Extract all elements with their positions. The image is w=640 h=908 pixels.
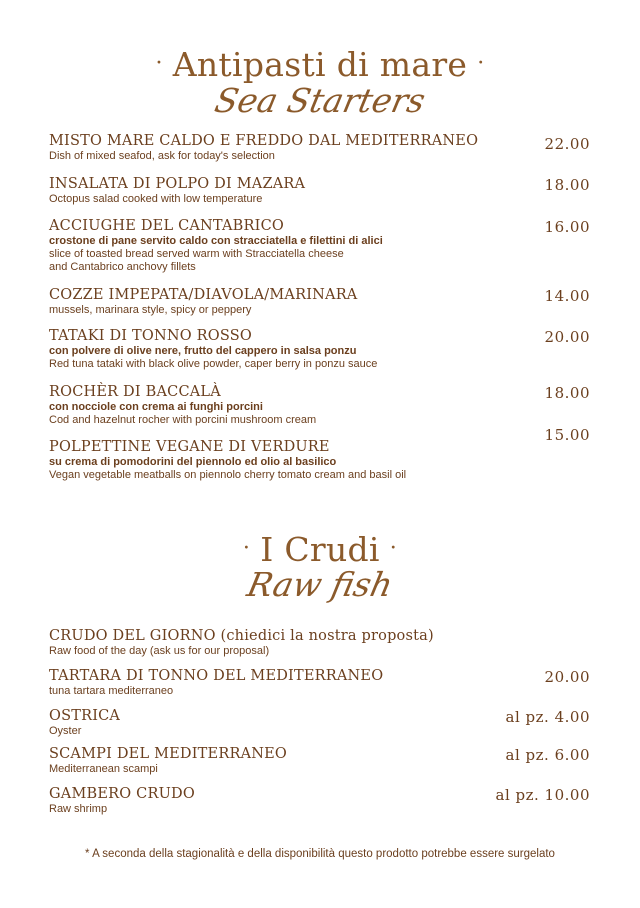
title-dot-left: · bbox=[242, 536, 251, 561]
menu-item bbox=[49, 384, 594, 427]
menu-item bbox=[49, 439, 594, 482]
item-desc-en: Oyster bbox=[49, 725, 82, 737]
item-name: OSTRICA bbox=[49, 708, 121, 724]
item-desc-it: su crema di pomodorini del piennolo ed olio al basilico bbox=[49, 456, 337, 468]
title-dot-right: · bbox=[389, 536, 398, 561]
item-price: 18.00 bbox=[544, 176, 590, 194]
item-desc-en: Octopus salad cooked with low temperature bbox=[49, 193, 263, 205]
footnote: * A seconda della stagionalità e della disponibilità questo prodotto potrebbe essere surgelato bbox=[85, 848, 555, 860]
item-price: 14.00 bbox=[544, 287, 590, 305]
menu-item bbox=[49, 176, 594, 206]
item-price: al pz. 6.00 bbox=[505, 746, 590, 764]
menu-item bbox=[49, 133, 594, 163]
item-desc-en: Mediterranean scampi bbox=[49, 763, 158, 775]
item-desc-en: Cod and hazelnut rocher with porcini mushroom cream bbox=[49, 414, 317, 426]
section-title-crudi bbox=[0, 531, 640, 568]
section-title-antipasti bbox=[0, 46, 640, 83]
item-desc-it: con nocciole con crema ai funghi porcini bbox=[49, 401, 263, 413]
item-name: GAMBERO CRUDO bbox=[49, 786, 195, 802]
item-desc-en-continued: and Cantabrico anchovy fillets bbox=[49, 261, 196, 273]
item-price: 15.00 bbox=[544, 426, 590, 444]
title-dot-left: · bbox=[155, 51, 163, 76]
item-desc-en: Red tuna tataki with black olive powder, caper berry in ponzu sauce bbox=[49, 358, 378, 370]
item-desc-it: con polvere di olive nere, frutto del cappero in salsa ponzu bbox=[49, 345, 357, 357]
item-name: CRUDO DEL GIORNO (chiedici la nostra proposta) bbox=[49, 628, 434, 644]
item-desc-en: Raw shrimp bbox=[49, 803, 108, 815]
item-name: INSALATA DI POLPO DI MAZARA bbox=[49, 176, 306, 192]
item-desc-en: Dish of mixed seafod, ask for today's selection bbox=[49, 150, 275, 162]
item-name: MISTO MARE CALDO E FREDDO DAL MEDITERRANEO bbox=[49, 133, 479, 149]
section-subtitle-raw-fish: Raw fish bbox=[243, 565, 397, 604]
item-name: ACCIUGHE DEL CANTABRICO bbox=[49, 218, 284, 234]
item-price: 18.00 bbox=[544, 384, 590, 402]
item-name: TATAKI DI TONNO ROSSO bbox=[49, 328, 252, 344]
item-desc-en: mussels, marinara style, spicy or peppery bbox=[49, 304, 252, 316]
item-price: 20.00 bbox=[544, 328, 590, 346]
item-price: al pz. 10.00 bbox=[495, 786, 590, 804]
item-price: 20.00 bbox=[544, 668, 590, 686]
section-subtitle-sea-starters: Sea Starters bbox=[211, 81, 429, 120]
item-name: ROCHÈR DI BACCALÀ bbox=[49, 384, 221, 400]
menu-item bbox=[49, 628, 594, 658]
item-name: COZZE IMPEPATA/DIAVOLA/MARINARA bbox=[49, 287, 358, 303]
item-desc-it: crostone di pane servito caldo con stracciatella e filettini di alici bbox=[49, 235, 383, 247]
section-title-text: I Crudi bbox=[260, 530, 380, 569]
section-title-text: Antipasti di mare bbox=[172, 45, 468, 84]
menu-item bbox=[49, 218, 594, 274]
item-name: SCAMPI DEL MEDITERRANEO bbox=[49, 746, 287, 762]
menu-item bbox=[49, 668, 594, 698]
item-name: TARTARA DI TONNO DEL MEDITERRANEO bbox=[49, 668, 384, 684]
item-desc-en: Vegan vegetable meatballs on piennolo cherry tomato cream and basil oil bbox=[49, 469, 407, 481]
item-price: al pz. 4.00 bbox=[505, 708, 590, 726]
menu-item bbox=[49, 328, 594, 371]
item-desc-en: Raw food of the day (ask us for our proposal) bbox=[49, 645, 270, 657]
item-desc-en: slice of toasted bread served warm with Stracciatella cheese bbox=[49, 248, 344, 260]
item-desc-en: tuna tartara mediterraneo bbox=[49, 685, 174, 697]
item-price: 22.00 bbox=[544, 135, 590, 153]
menu-item bbox=[49, 287, 594, 317]
item-price: 16.00 bbox=[544, 218, 590, 236]
title-dot-right: · bbox=[477, 51, 485, 76]
item-name: POLPETTINE VEGANE DI VERDURE bbox=[49, 439, 330, 455]
